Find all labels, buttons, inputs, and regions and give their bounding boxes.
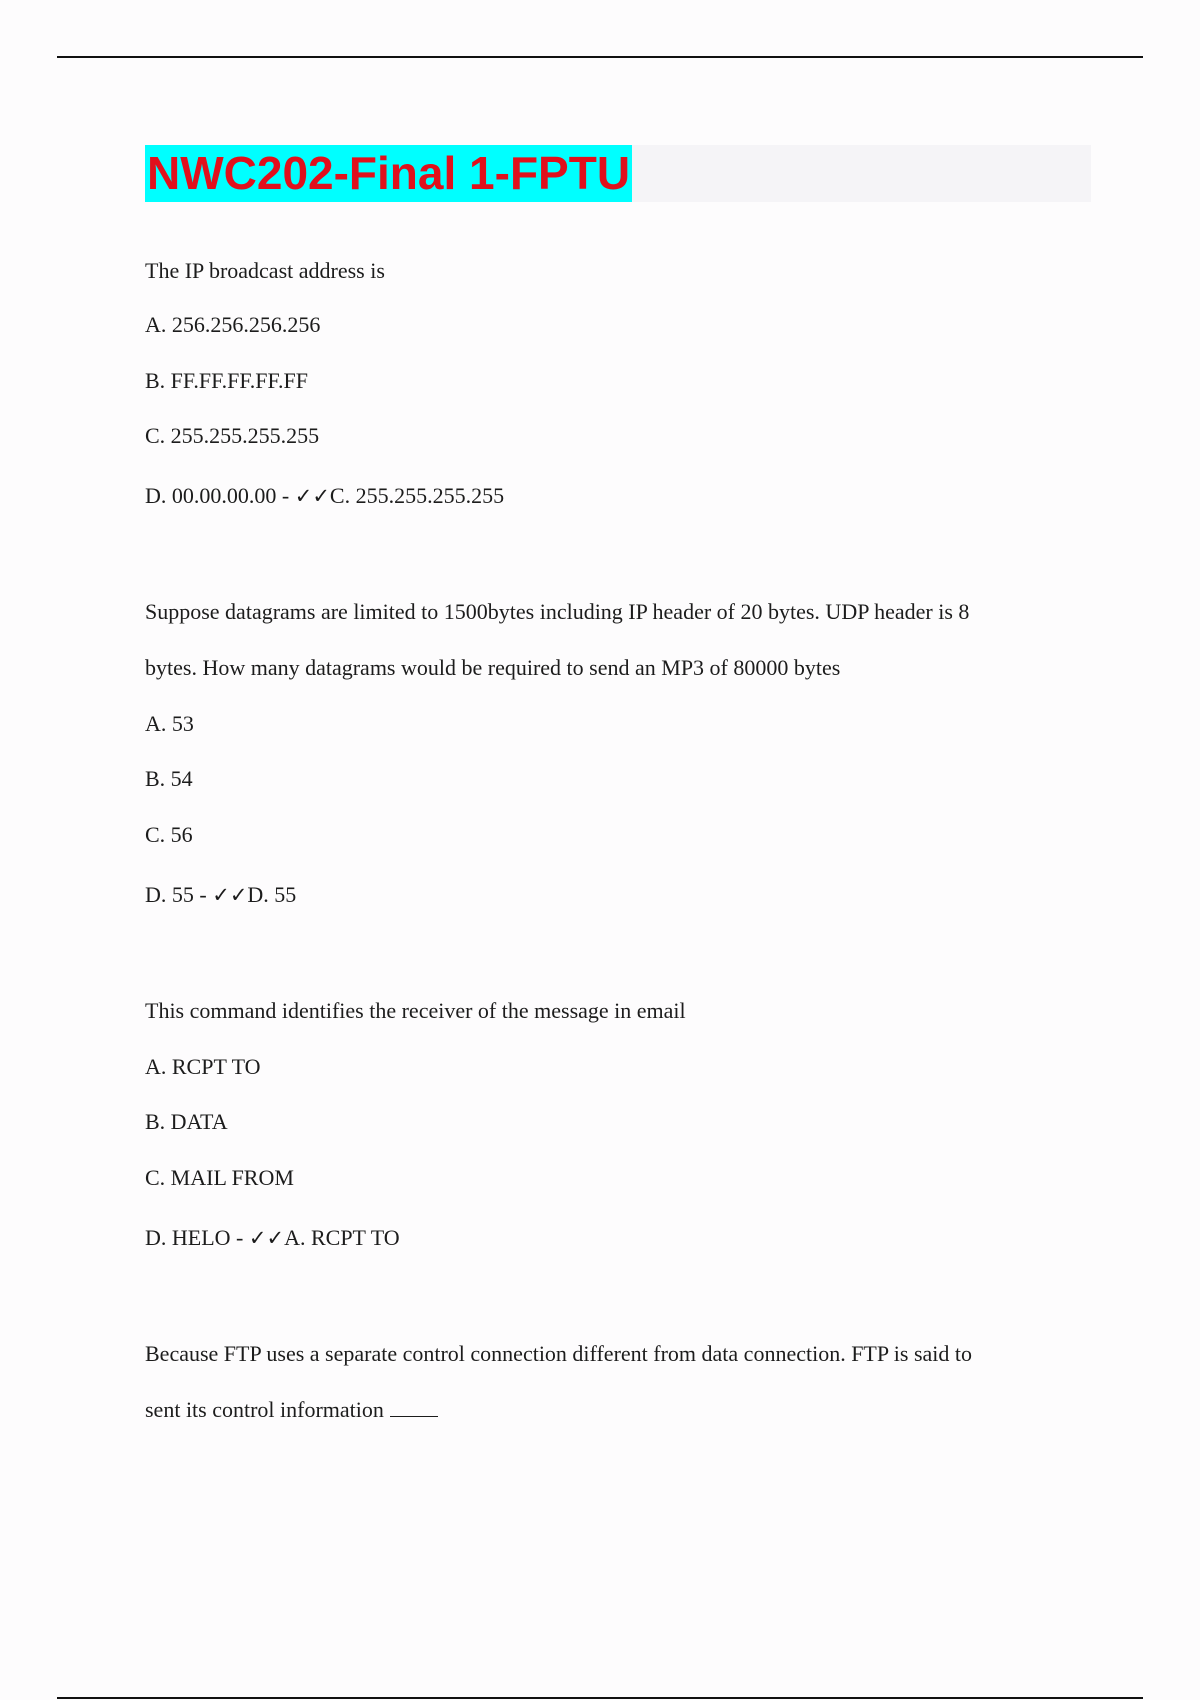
header-rule [57, 56, 1143, 58]
question-2-prompt-line-2: bytes. How many datagrams would be required to send an MP3 of 80000 bytes [145, 655, 841, 680]
question-3-prompt: This command identifies the receiver of the message in email [145, 998, 686, 1023]
question-2-option-c: C. 56 [145, 822, 193, 847]
check-mark-icon: ✓✓ [248, 1226, 285, 1250]
question-2-option-d: D. 55 - [145, 882, 213, 907]
question-1-option-b: B. FF.FF.FF.FF.FF [145, 368, 308, 393]
question-3-option-a: A. RCPT TO [145, 1054, 261, 1079]
question-3-option-d-answer [145, 1224, 400, 1252]
question-4-prompt-line-2: sent its control information [145, 1397, 384, 1422]
question-4-prompt-line-2-wrap [145, 1396, 438, 1424]
question-3-option-b: B. DATA [145, 1109, 228, 1134]
question-2-option-a: A. 53 [145, 711, 194, 736]
question-1-answer: C. 255.255.255.255 [329, 483, 505, 508]
footer-rule [57, 1697, 1143, 1699]
question-3-option-c: C. MAIL FROM [145, 1165, 294, 1190]
answer-blank [390, 1396, 438, 1417]
question-1-option-c: C. 255.255.255.255 [145, 423, 320, 448]
question-1-option-d: D. 00.00.00.00 - [145, 483, 295, 508]
question-3-option-d: D. HELO - [145, 1225, 249, 1250]
question-2-prompt-line-1: Suppose datagrams are limited to 1500bytes including IP header of 20 bytes. UDP header is 8 [145, 599, 970, 624]
document-title: NWC202-Final 1-FPTU [145, 145, 632, 202]
question-1-option-a: A. 256.256.256.256 [145, 312, 321, 337]
check-mark-icon: ✓✓ [294, 484, 330, 508]
question-1-prompt: The IP broadcast address is [145, 258, 385, 283]
question-1-option-d-answer [145, 482, 504, 510]
question-2-option-b: B. 54 [145, 766, 193, 791]
check-mark-icon: ✓✓ [212, 883, 248, 907]
question-3-answer: A. RCPT TO [284, 1225, 400, 1250]
question-2-option-d-answer [145, 881, 296, 909]
question-2-answer: D. 55 [247, 882, 297, 907]
question-4-prompt-line-1: Because FTP uses a separate control connection different from data connection. FTP is said to [145, 1341, 973, 1366]
